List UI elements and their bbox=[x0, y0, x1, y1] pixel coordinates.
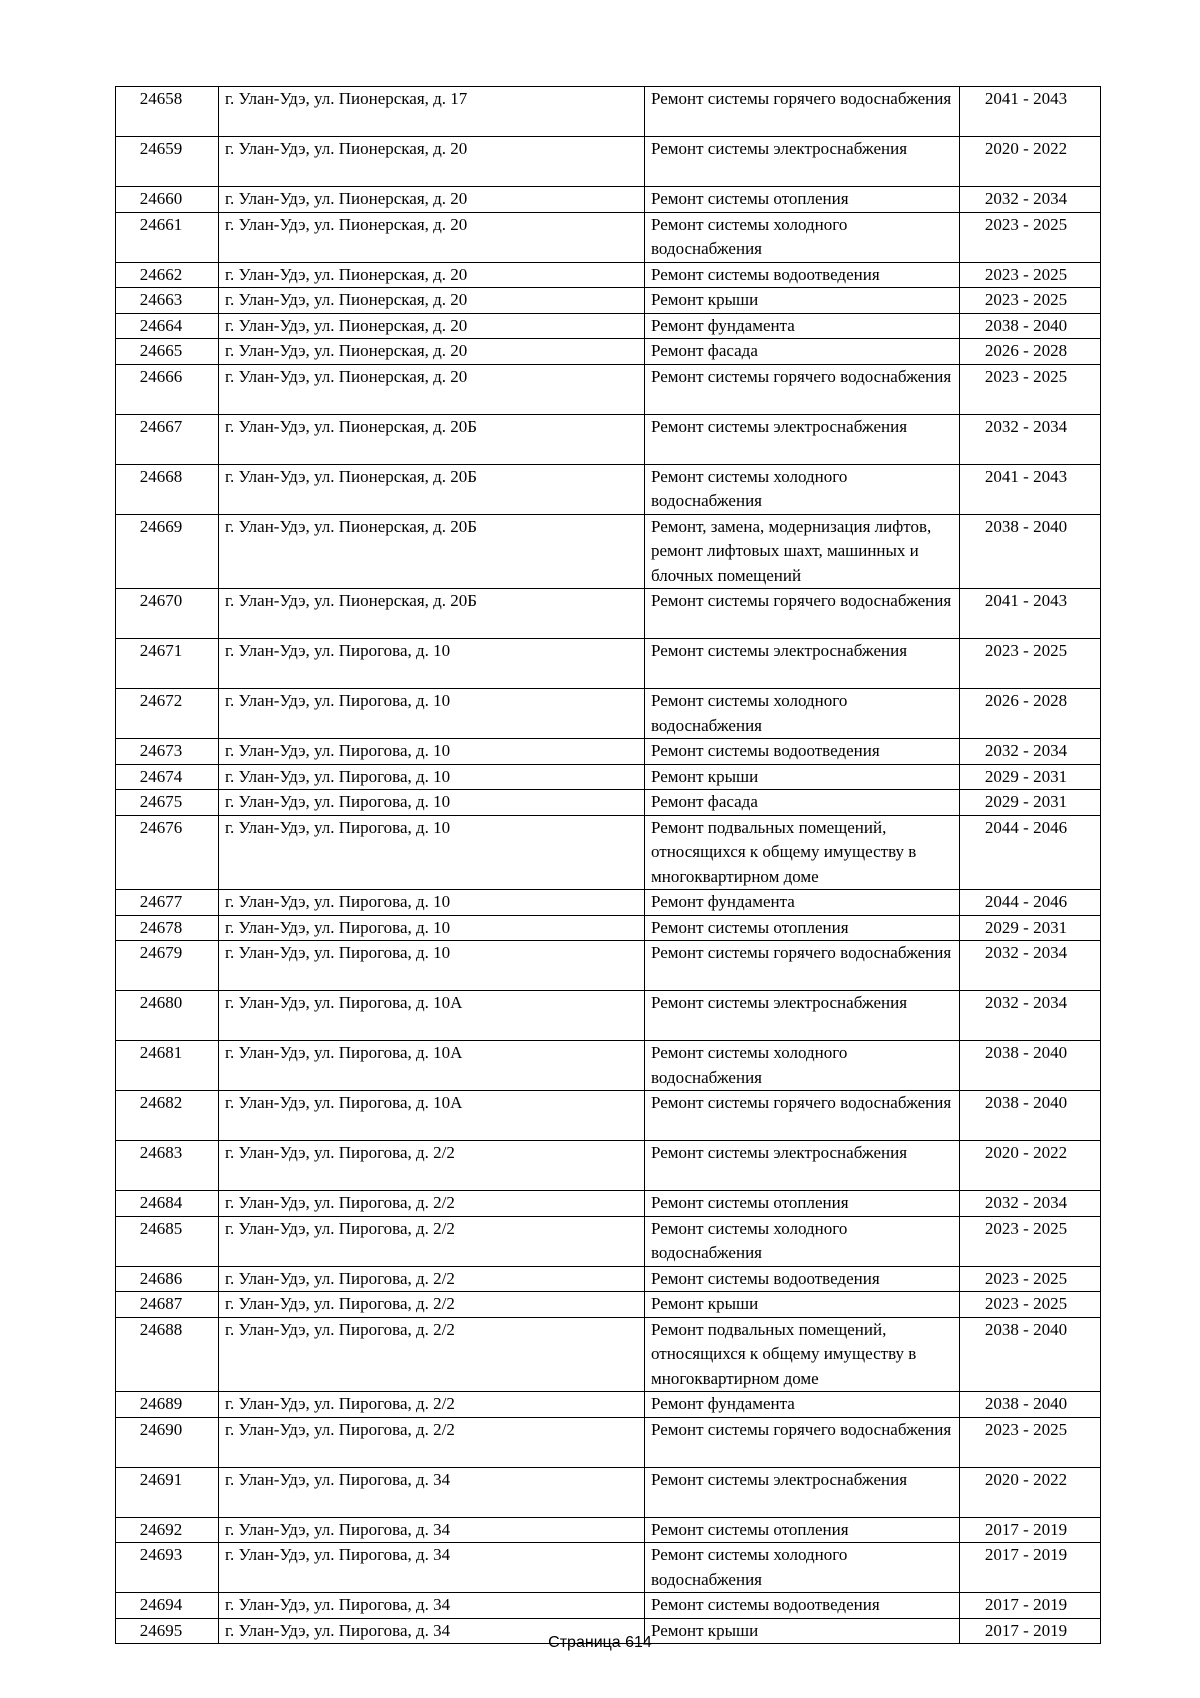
cell-id: 24662 bbox=[116, 262, 219, 288]
cell-work-type: Ремонт системы холодного водоснабжения bbox=[645, 1543, 960, 1593]
cell-work-type: Ремонт системы водоотведения bbox=[645, 739, 960, 765]
cell-id: 24659 bbox=[116, 137, 219, 187]
cell-work-type: Ремонт системы водоотведения bbox=[645, 262, 960, 288]
works-table bbox=[115, 86, 1101, 1644]
cell-address: г. Улан-Удэ, ул. Пирогова, д. 10А bbox=[219, 991, 645, 1041]
table-row bbox=[116, 288, 1101, 314]
cell-id: 24681 bbox=[116, 1041, 219, 1091]
cell-work-type: Ремонт системы электроснабжения bbox=[645, 1141, 960, 1191]
cell-years: 2038 - 2040 bbox=[960, 1392, 1101, 1418]
cell-id: 24669 bbox=[116, 514, 219, 589]
cell-years: 2032 - 2034 bbox=[960, 1191, 1101, 1217]
cell-address: г. Улан-Удэ, ул. Пионерская, д. 17 bbox=[219, 87, 645, 137]
cell-work-type: Ремонт подвальных помещений, относящихся к общему имуществу в многоквартирном доме bbox=[645, 1317, 960, 1392]
table-row bbox=[116, 1266, 1101, 1292]
table-body bbox=[116, 87, 1101, 1644]
cell-work-type: Ремонт системы холодного водоснабжения bbox=[645, 1216, 960, 1266]
cell-work-type: Ремонт крыши bbox=[645, 288, 960, 314]
cell-years: 2038 - 2040 bbox=[960, 514, 1101, 589]
cell-address: г. Улан-Удэ, ул. Пирогова, д. 10А bbox=[219, 1091, 645, 1141]
table-row bbox=[116, 1191, 1101, 1217]
cell-years: 2038 - 2040 bbox=[960, 313, 1101, 339]
page-number: Страница 614 bbox=[548, 1634, 652, 1651]
cell-years: 2032 - 2034 bbox=[960, 941, 1101, 991]
cell-address: г. Улан-Удэ, ул. Пирогова, д. 10 bbox=[219, 815, 645, 890]
cell-id: 24677 bbox=[116, 890, 219, 916]
table-row bbox=[116, 890, 1101, 916]
cell-id: 24680 bbox=[116, 991, 219, 1041]
cell-address: г. Улан-Удэ, ул. Пионерская, д. 20Б bbox=[219, 514, 645, 589]
cell-id: 24665 bbox=[116, 339, 219, 365]
cell-id: 24693 bbox=[116, 1543, 219, 1593]
cell-work-type: Ремонт системы горячего водоснабжения bbox=[645, 87, 960, 137]
cell-address: г. Улан-Удэ, ул. Пионерская, д. 20 bbox=[219, 313, 645, 339]
cell-id: 24687 bbox=[116, 1292, 219, 1318]
cell-id: 24695 bbox=[116, 1618, 219, 1644]
cell-address: г. Улан-Удэ, ул. Пионерская, д. 20 bbox=[219, 364, 645, 414]
table-row bbox=[116, 991, 1101, 1041]
cell-years: 2023 - 2025 bbox=[960, 364, 1101, 414]
cell-id: 24658 bbox=[116, 87, 219, 137]
cell-work-type: Ремонт фундамента bbox=[645, 1392, 960, 1418]
cell-work-type: Ремонт системы отопления bbox=[645, 187, 960, 213]
cell-years: 2023 - 2025 bbox=[960, 262, 1101, 288]
table-row bbox=[116, 790, 1101, 816]
table-row bbox=[116, 1292, 1101, 1318]
cell-id: 24676 bbox=[116, 815, 219, 890]
cell-id: 24692 bbox=[116, 1517, 219, 1543]
cell-years: 2029 - 2031 bbox=[960, 764, 1101, 790]
cell-address: г. Улан-Удэ, ул. Пирогова, д. 34 bbox=[219, 1593, 645, 1619]
table-row bbox=[116, 414, 1101, 464]
cell-id: 24663 bbox=[116, 288, 219, 314]
cell-work-type: Ремонт системы холодного водоснабжения bbox=[645, 464, 960, 514]
table-row bbox=[116, 187, 1101, 213]
table-row bbox=[116, 464, 1101, 514]
cell-address: г. Улан-Удэ, ул. Пионерская, д. 20 bbox=[219, 262, 645, 288]
cell-address: г. Улан-Удэ, ул. Пирогова, д. 10 bbox=[219, 941, 645, 991]
table-row bbox=[116, 313, 1101, 339]
cell-address: г. Улан-Удэ, ул. Пирогова, д. 10 bbox=[219, 639, 645, 689]
cell-work-type: Ремонт системы водоотведения bbox=[645, 1266, 960, 1292]
cell-address: г. Улан-Удэ, ул. Пирогова, д. 10 bbox=[219, 739, 645, 765]
cell-id: 24691 bbox=[116, 1467, 219, 1517]
cell-work-type: Ремонт фундамента bbox=[645, 313, 960, 339]
cell-address: г. Улан-Удэ, ул. Пирогова, д. 2/2 bbox=[219, 1141, 645, 1191]
cell-work-type: Ремонт, замена, модернизация лифтов, ремонт лифтовых шахт, машинных и блочных помещений bbox=[645, 514, 960, 589]
table-row bbox=[116, 639, 1101, 689]
cell-years: 2041 - 2043 bbox=[960, 464, 1101, 514]
cell-years: 2023 - 2025 bbox=[960, 288, 1101, 314]
table-row bbox=[116, 262, 1101, 288]
table-row bbox=[116, 87, 1101, 137]
cell-work-type: Ремонт системы электроснабжения bbox=[645, 1467, 960, 1517]
cell-years: 2032 - 2034 bbox=[960, 187, 1101, 213]
cell-years: 2032 - 2034 bbox=[960, 991, 1101, 1041]
cell-id: 24688 bbox=[116, 1317, 219, 1392]
cell-years: 2032 - 2034 bbox=[960, 414, 1101, 464]
cell-years: 2020 - 2022 bbox=[960, 1141, 1101, 1191]
cell-work-type: Ремонт фасада bbox=[645, 339, 960, 365]
cell-work-type: Ремонт системы холодного водоснабжения bbox=[645, 689, 960, 739]
cell-address: г. Улан-Удэ, ул. Пирогова, д. 2/2 bbox=[219, 1417, 645, 1467]
table-row bbox=[116, 589, 1101, 639]
cell-id: 24686 bbox=[116, 1266, 219, 1292]
cell-years: 2038 - 2040 bbox=[960, 1041, 1101, 1091]
cell-years: 2023 - 2025 bbox=[960, 212, 1101, 262]
cell-address: г. Улан-Удэ, ул. Пирогова, д. 34 bbox=[219, 1618, 645, 1644]
table-row bbox=[116, 514, 1101, 589]
cell-address: г. Улан-Удэ, ул. Пирогова, д. 10 bbox=[219, 790, 645, 816]
cell-years: 2041 - 2043 bbox=[960, 87, 1101, 137]
cell-years: 2026 - 2028 bbox=[960, 339, 1101, 365]
cell-id: 24667 bbox=[116, 414, 219, 464]
cell-work-type: Ремонт крыши bbox=[645, 1618, 960, 1644]
table-row bbox=[116, 1216, 1101, 1266]
cell-id: 24694 bbox=[116, 1593, 219, 1619]
cell-address: г. Улан-Удэ, ул. Пирогова, д. 10 bbox=[219, 689, 645, 739]
cell-id: 24689 bbox=[116, 1392, 219, 1418]
table-row bbox=[116, 1593, 1101, 1619]
cell-years: 2026 - 2028 bbox=[960, 689, 1101, 739]
cell-work-type: Ремонт системы электроснабжения bbox=[645, 639, 960, 689]
cell-address: г. Улан-Удэ, ул. Пионерская, д. 20Б bbox=[219, 589, 645, 639]
cell-address: г. Улан-Удэ, ул. Пирогова, д. 2/2 bbox=[219, 1317, 645, 1392]
cell-work-type: Ремонт системы холодного водоснабжения bbox=[645, 1041, 960, 1091]
table-row bbox=[116, 1317, 1101, 1392]
table-row bbox=[116, 689, 1101, 739]
cell-work-type: Ремонт системы отопления bbox=[645, 915, 960, 941]
cell-work-type: Ремонт подвальных помещений, относящихся к общему имуществу в многоквартирном доме bbox=[645, 815, 960, 890]
cell-address: г. Улан-Удэ, ул. Пионерская, д. 20 bbox=[219, 137, 645, 187]
cell-years: 2023 - 2025 bbox=[960, 1417, 1101, 1467]
table-row bbox=[116, 739, 1101, 765]
cell-years: 2023 - 2025 bbox=[960, 639, 1101, 689]
cell-address: г. Улан-Удэ, ул. Пирогова, д. 10 bbox=[219, 890, 645, 916]
cell-work-type: Ремонт системы электроснабжения bbox=[645, 414, 960, 464]
cell-years: 2044 - 2046 bbox=[960, 890, 1101, 916]
table-row bbox=[116, 137, 1101, 187]
cell-work-type: Ремонт системы электроснабжения bbox=[645, 137, 960, 187]
cell-work-type: Ремонт системы горячего водоснабжения bbox=[645, 589, 960, 639]
table-row bbox=[116, 915, 1101, 941]
table-row bbox=[116, 941, 1101, 991]
cell-address: г. Улан-Удэ, ул. Пирогова, д. 10 bbox=[219, 764, 645, 790]
cell-years: 2017 - 2019 bbox=[960, 1593, 1101, 1619]
cell-id: 24672 bbox=[116, 689, 219, 739]
table-row bbox=[116, 764, 1101, 790]
cell-address: г. Улан-Удэ, ул. Пирогова, д. 2/2 bbox=[219, 1292, 645, 1318]
cell-address: г. Улан-Удэ, ул. Пирогова, д. 34 bbox=[219, 1543, 645, 1593]
cell-id: 24674 bbox=[116, 764, 219, 790]
cell-work-type: Ремонт системы горячего водоснабжения bbox=[645, 1417, 960, 1467]
cell-years: 2041 - 2043 bbox=[960, 589, 1101, 639]
cell-id: 24673 bbox=[116, 739, 219, 765]
table-row bbox=[116, 364, 1101, 414]
cell-years: 2038 - 2040 bbox=[960, 1317, 1101, 1392]
cell-work-type: Ремонт системы отопления bbox=[645, 1191, 960, 1217]
cell-address: г. Улан-Удэ, ул. Пирогова, д. 2/2 bbox=[219, 1266, 645, 1292]
cell-years: 2029 - 2031 bbox=[960, 790, 1101, 816]
table-row bbox=[116, 1417, 1101, 1467]
cell-id: 24671 bbox=[116, 639, 219, 689]
cell-id: 24678 bbox=[116, 915, 219, 941]
cell-address: г. Улан-Удэ, ул. Пирогова, д. 10 bbox=[219, 915, 645, 941]
cell-years: 2023 - 2025 bbox=[960, 1216, 1101, 1266]
cell-work-type: Ремонт системы электроснабжения bbox=[645, 991, 960, 1041]
cell-work-type: Ремонт системы горячего водоснабжения bbox=[645, 1091, 960, 1141]
table-row bbox=[116, 1543, 1101, 1593]
table-row bbox=[116, 339, 1101, 365]
cell-address: г. Улан-Удэ, ул. Пирогова, д. 2/2 bbox=[219, 1216, 645, 1266]
cell-address: г. Улан-Удэ, ул. Пионерская, д. 20 bbox=[219, 339, 645, 365]
table-row bbox=[116, 1517, 1101, 1543]
cell-address: г. Улан-Удэ, ул. Пионерская, д. 20Б bbox=[219, 414, 645, 464]
cell-id: 24661 bbox=[116, 212, 219, 262]
cell-id: 24668 bbox=[116, 464, 219, 514]
cell-id: 24660 bbox=[116, 187, 219, 213]
table-row bbox=[116, 212, 1101, 262]
table-row bbox=[116, 1091, 1101, 1141]
cell-address: г. Улан-Удэ, ул. Пионерская, д. 20 bbox=[219, 212, 645, 262]
cell-id: 24684 bbox=[116, 1191, 219, 1217]
cell-work-type: Ремонт крыши bbox=[645, 1292, 960, 1318]
cell-address: г. Улан-Удэ, ул. Пирогова, д. 2/2 bbox=[219, 1191, 645, 1217]
cell-years: 2017 - 2019 bbox=[960, 1517, 1101, 1543]
cell-years: 2029 - 2031 bbox=[960, 915, 1101, 941]
cell-id: 24670 bbox=[116, 589, 219, 639]
cell-id: 24683 bbox=[116, 1141, 219, 1191]
table-row bbox=[116, 1141, 1101, 1191]
cell-id: 24664 bbox=[116, 313, 219, 339]
cell-work-type: Ремонт системы горячего водоснабжения bbox=[645, 364, 960, 414]
cell-work-type: Ремонт системы холодного водоснабжения bbox=[645, 212, 960, 262]
cell-address: г. Улан-Удэ, ул. Пирогова, д. 10А bbox=[219, 1041, 645, 1091]
cell-id: 24685 bbox=[116, 1216, 219, 1266]
cell-work-type: Ремонт фасада bbox=[645, 790, 960, 816]
cell-years: 2044 - 2046 bbox=[960, 815, 1101, 890]
table-row bbox=[116, 1392, 1101, 1418]
cell-id: 24690 bbox=[116, 1417, 219, 1467]
cell-work-type: Ремонт крыши bbox=[645, 764, 960, 790]
cell-id: 24679 bbox=[116, 941, 219, 991]
cell-address: г. Улан-Удэ, ул. Пирогова, д. 34 bbox=[219, 1467, 645, 1517]
cell-id: 24666 bbox=[116, 364, 219, 414]
cell-work-type: Ремонт системы водоотведения bbox=[645, 1593, 960, 1619]
table-row bbox=[116, 815, 1101, 890]
cell-id: 24682 bbox=[116, 1091, 219, 1141]
cell-years: 2020 - 2022 bbox=[960, 137, 1101, 187]
table-row bbox=[116, 1041, 1101, 1091]
cell-address: г. Улан-Удэ, ул. Пионерская, д. 20Б bbox=[219, 464, 645, 514]
cell-work-type: Ремонт системы горячего водоснабжения bbox=[645, 941, 960, 991]
cell-address: г. Улан-Удэ, ул. Пирогова, д. 2/2 bbox=[219, 1392, 645, 1418]
cell-years: 2023 - 2025 bbox=[960, 1266, 1101, 1292]
cell-years: 2032 - 2034 bbox=[960, 739, 1101, 765]
cell-work-type: Ремонт системы отопления bbox=[645, 1517, 960, 1543]
cell-address: г. Улан-Удэ, ул. Пионерская, д. 20 bbox=[219, 288, 645, 314]
cell-address: г. Улан-Удэ, ул. Пирогова, д. 34 bbox=[219, 1517, 645, 1543]
cell-years: 2023 - 2025 bbox=[960, 1292, 1101, 1318]
table-row bbox=[116, 1467, 1101, 1517]
cell-years: 2038 - 2040 bbox=[960, 1091, 1101, 1141]
cell-address: г. Улан-Удэ, ул. Пионерская, д. 20 bbox=[219, 187, 645, 213]
cell-years: 2017 - 2019 bbox=[960, 1618, 1101, 1644]
cell-id: 24675 bbox=[116, 790, 219, 816]
cell-years: 2020 - 2022 bbox=[960, 1467, 1101, 1517]
cell-work-type: Ремонт фундамента bbox=[645, 890, 960, 916]
cell-years: 2017 - 2019 bbox=[960, 1543, 1101, 1593]
